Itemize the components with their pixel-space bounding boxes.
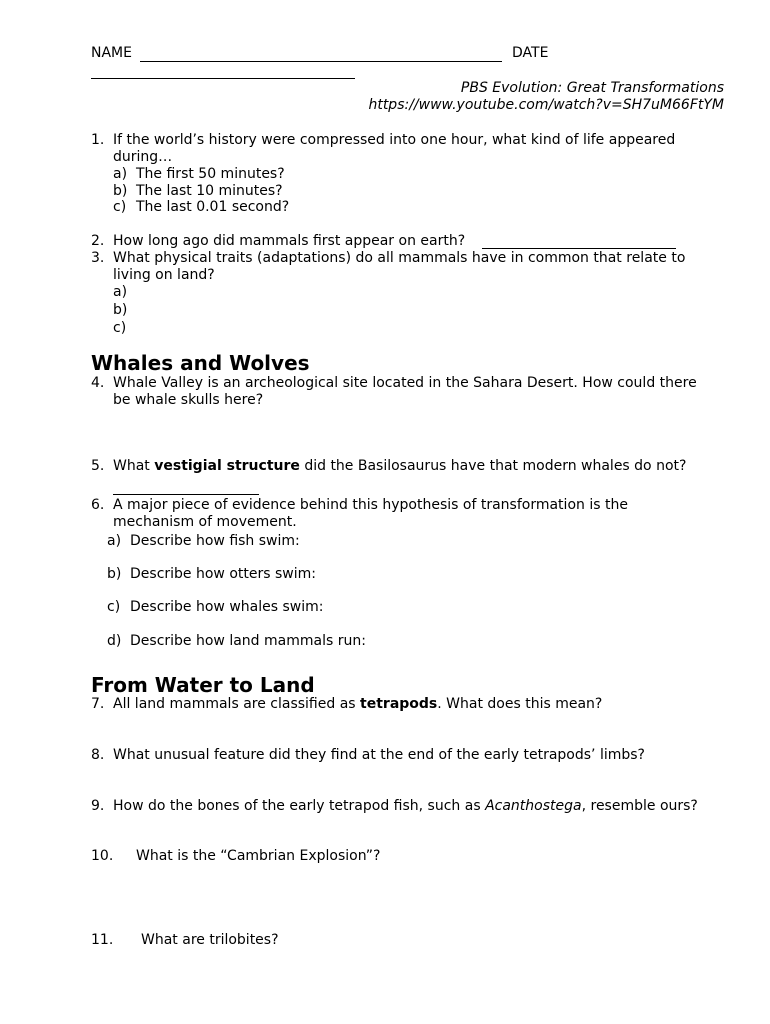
question-text: during… bbox=[113, 149, 173, 165]
question-text: What unusual feature did they find at the end of the early tetrapods’ limbs? bbox=[113, 747, 645, 763]
question-number: 4. bbox=[91, 375, 105, 391]
answer-line[interactable] bbox=[482, 248, 676, 249]
question-text: mechanism of movement. bbox=[113, 514, 297, 530]
sub-label: a) bbox=[107, 533, 122, 549]
question-text: Whale Valley is an archeological site located in the Sahara Desert. How could there bbox=[113, 375, 697, 391]
question-text: What are trilobites? bbox=[141, 932, 279, 948]
question-number: 11. bbox=[91, 932, 114, 948]
question-text-part: How do the bones of the early tetrapod fish, such as bbox=[113, 798, 486, 814]
question-text: A major piece of evidence behind this hypothesis of transformation is the bbox=[113, 497, 628, 513]
question-text bbox=[113, 458, 686, 475]
question-number: 1. bbox=[91, 132, 105, 148]
question-number: 6. bbox=[91, 497, 105, 513]
question-text: What is the “Cambrian Explosion”? bbox=[136, 848, 381, 864]
question-number: 2. bbox=[91, 233, 105, 249]
sub-label: c) bbox=[113, 320, 127, 336]
sub-label: b) bbox=[113, 302, 128, 318]
question-text-part: All land mammals are classified as bbox=[113, 696, 361, 712]
sub-question: Describe how land mammals run: bbox=[130, 633, 366, 649]
sub-label: d) bbox=[107, 633, 122, 649]
key-term: vestigial structure bbox=[154, 458, 300, 474]
sub-question: The last 10 minutes? bbox=[136, 183, 283, 199]
question-number: 10. bbox=[91, 848, 114, 864]
question-text-part: , resemble ours? bbox=[581, 798, 698, 814]
question-number: 9. bbox=[91, 798, 105, 814]
question-number: 8. bbox=[91, 747, 105, 763]
question-text-part: What bbox=[113, 458, 155, 474]
date-field-line[interactable] bbox=[91, 78, 355, 79]
question-text: If the world’s history were compressed into one hour, what kind of life appeared bbox=[113, 132, 676, 148]
question-text: living on land? bbox=[113, 267, 215, 283]
question-number: 5. bbox=[91, 458, 105, 474]
source-title: PBS Evolution: Great Transformations bbox=[460, 80, 724, 96]
sub-label: b) bbox=[113, 183, 128, 199]
question-text: What physical traits (adaptations) do all mammals have in common that relate to bbox=[113, 250, 686, 266]
question-text: be whale skulls here? bbox=[113, 392, 264, 408]
question-text: How long ago did mammals first appear on earth? bbox=[113, 233, 466, 249]
question-text-part: . What does this mean? bbox=[437, 696, 603, 712]
sub-label: c) bbox=[107, 599, 121, 615]
sub-question: The last 0.01 second? bbox=[136, 199, 290, 215]
answer-line[interactable] bbox=[113, 494, 259, 495]
sub-question: The first 50 minutes? bbox=[136, 166, 285, 182]
section-heading: From Water to Land bbox=[91, 673, 315, 697]
source-url: https://www.youtube.com/watch?v=SH7uM66FtYM bbox=[368, 97, 724, 113]
question-text-part: did the Basilosaurus have that modern whales do not? bbox=[299, 458, 687, 474]
sub-label: b) bbox=[107, 566, 122, 582]
sub-label: a) bbox=[113, 284, 128, 300]
sub-question: Describe how fish swim: bbox=[130, 533, 300, 549]
name-field-line[interactable] bbox=[140, 61, 502, 62]
sub-question: Describe how otters swim: bbox=[130, 566, 316, 582]
date-label: DATE bbox=[512, 45, 549, 61]
sub-label: c) bbox=[113, 199, 127, 215]
question-text bbox=[113, 798, 698, 815]
question-text bbox=[113, 696, 602, 713]
sub-question: Describe how whales swim: bbox=[130, 599, 324, 615]
name-label: NAME bbox=[91, 45, 132, 61]
question-number: 7. bbox=[91, 696, 105, 712]
species-name: Acanthostega bbox=[485, 798, 582, 814]
question-number: 3. bbox=[91, 250, 105, 266]
section-heading: Whales and Wolves bbox=[91, 351, 310, 375]
key-term: tetrapods bbox=[360, 696, 438, 712]
sub-label: a) bbox=[113, 166, 128, 182]
